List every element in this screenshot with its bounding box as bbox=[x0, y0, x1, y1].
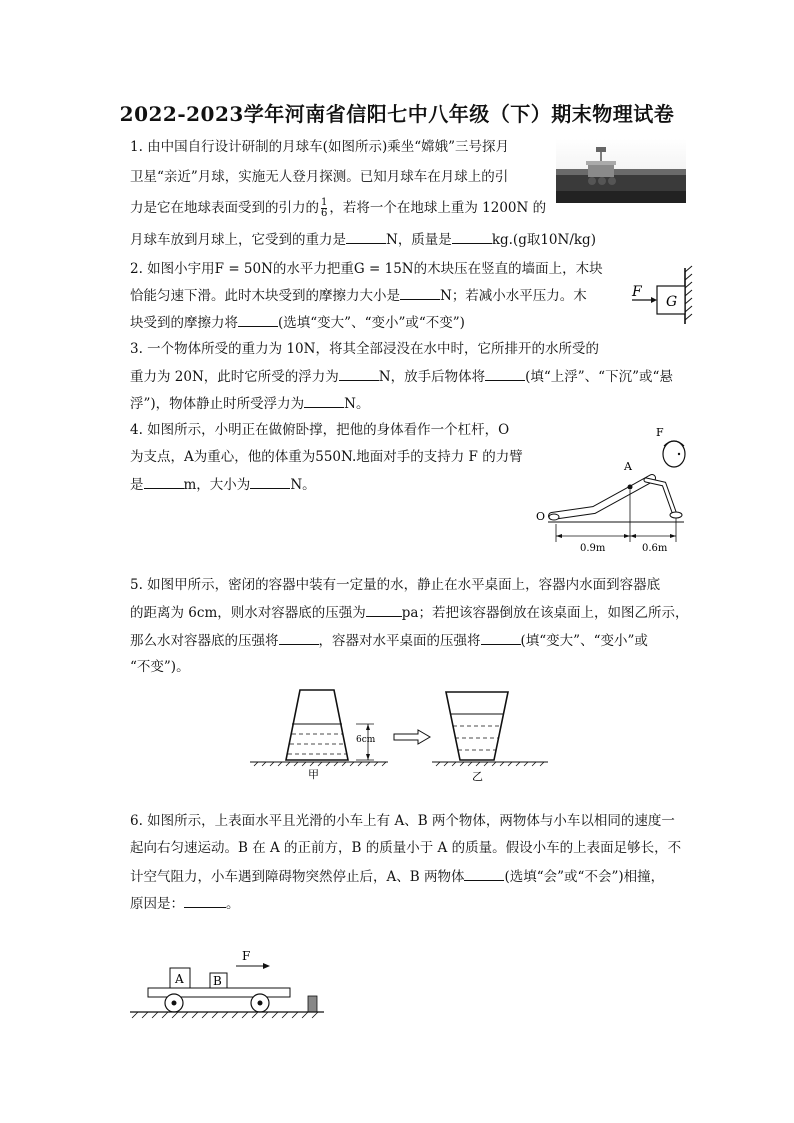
q6-line-2: 起向右匀速运动。B 在 A 的正前方，B 的质量小于 A 的质量。假设小车的上表面足够长，不 bbox=[130, 840, 682, 856]
q4-line-3-text-c: N。 bbox=[290, 477, 316, 493]
q5-line-2 bbox=[130, 602, 688, 623]
q5-line-3 bbox=[130, 630, 648, 651]
q1-line-3-text-a: 力是它在地球表面受到的引力的 bbox=[130, 200, 319, 216]
q5-line-1: 5. 如图甲所示，密闭的容器中装有一定量的水，静止在水平桌面上，容器内水面到容器底 bbox=[130, 577, 661, 593]
answer-blank[interactable] bbox=[485, 366, 525, 381]
label-yi: 乙 bbox=[472, 770, 483, 783]
distance-label-2: 0.6m bbox=[642, 543, 668, 554]
answer-blank[interactable] bbox=[279, 630, 319, 645]
q6-line-3 bbox=[130, 866, 664, 887]
foot-shape bbox=[549, 514, 559, 520]
ground-hatch-left bbox=[254, 762, 386, 766]
q3-line-3-text-a: 浮”)，物体静止时所受浮力为 bbox=[130, 396, 305, 412]
q3-line-2-text-b: N，放手后物体将 bbox=[378, 369, 486, 385]
answer-blank[interactable] bbox=[304, 393, 344, 408]
moon-rover-image bbox=[556, 139, 686, 203]
q2-line-3-text-a: 块受到的摩擦力将 bbox=[130, 315, 238, 331]
q1-line-1: 1. 由中国自行设计研制的月球车(如图所示)乘坐“嫦娥”三号探月 bbox=[130, 139, 510, 155]
answer-blank[interactable] bbox=[366, 602, 402, 617]
q3-line-3-text-b: N。 bbox=[344, 396, 370, 412]
answer-blank[interactable] bbox=[481, 630, 521, 645]
q3-line-2-text-c: (填“上浮”、“下沉”或“悬 bbox=[525, 369, 673, 385]
pivot-o-label: O bbox=[536, 510, 546, 523]
q6-line-4-text-a: 原因是： bbox=[130, 896, 184, 912]
q6-line-1: 6. 如图所示，上表面水平且光滑的小车上有 A、B 两个物体，两物体与小车以相同的速度一 bbox=[130, 813, 675, 829]
fraction-numerator: 1 bbox=[321, 197, 328, 208]
q5-line-4: “不变”)。 bbox=[130, 659, 190, 675]
force-label: F bbox=[242, 949, 251, 963]
q6-line-3-text-a: 计空气阻力，小车遇到障碍物突然停止后，A、B 两物体 bbox=[130, 869, 465, 885]
answer-blank[interactable] bbox=[346, 229, 386, 244]
answer-blank[interactable] bbox=[452, 229, 492, 244]
hand-shape bbox=[670, 512, 682, 518]
height-label: 6cm bbox=[356, 735, 376, 745]
q2-line-2-text-b: N；若减小水平压力。木 bbox=[440, 288, 587, 304]
distance-label-1: 0.9m bbox=[580, 543, 606, 554]
q3-line-1: 3. 一个物体所受的重力为 10N，将其全部浸没在水中时，它所排开的水所受的 bbox=[130, 341, 599, 357]
q2-line-2-text-a: 恰能匀速下滑。此时木块受到的摩擦力大小是 bbox=[130, 288, 400, 304]
fraction-one-sixth bbox=[321, 198, 327, 219]
pushup-lever-diagram bbox=[534, 424, 694, 556]
cart-diagram bbox=[128, 946, 328, 1026]
q4-line-3-text-a: 是 bbox=[130, 477, 144, 493]
q6-line-4 bbox=[130, 893, 240, 914]
q4-line-1: 4. 如图所示，小明正在做俯卧撑，把他的身体看作一个杠杆，O bbox=[130, 422, 510, 438]
obstacle bbox=[308, 996, 317, 1012]
block-b-label: B bbox=[213, 974, 222, 988]
q6-line-4-text-b: 。 bbox=[226, 896, 240, 912]
weight-label: G bbox=[666, 294, 678, 310]
answer-blank[interactable] bbox=[339, 366, 379, 381]
q4-line-3 bbox=[130, 474, 316, 495]
ground-hatch-right bbox=[436, 762, 544, 766]
answer-blank[interactable] bbox=[184, 893, 226, 908]
q1-line-4 bbox=[130, 229, 596, 250]
answer-blank[interactable] bbox=[144, 474, 184, 489]
page-title: 2022-2023学年河南省信阳七中八年级（下）期末物理试卷 bbox=[119, 102, 675, 126]
gravity-point bbox=[628, 485, 633, 490]
q5-line-2-text-b: pa；若把该容器倒放在该桌面上，如图乙所示， bbox=[401, 605, 689, 621]
wall-hatch bbox=[685, 266, 692, 320]
fraction-denominator: 6 bbox=[321, 208, 328, 219]
container-diagram bbox=[246, 686, 556, 786]
force-label: F bbox=[632, 284, 642, 300]
q3-line-3 bbox=[130, 393, 369, 414]
q4-line-2: 为支点，A为重心，他的体重为550N.地面对手的支持力 F 的力臂 bbox=[130, 449, 523, 465]
answer-blank[interactable] bbox=[250, 474, 290, 489]
answer-blank[interactable] bbox=[238, 312, 278, 327]
force-label: F bbox=[656, 426, 664, 439]
q5-line-3-text-c: (填“变大”、“变小”或 bbox=[520, 633, 648, 649]
q3-line-2 bbox=[130, 366, 673, 387]
answer-blank[interactable] bbox=[464, 866, 504, 881]
ground-hatch bbox=[132, 1012, 318, 1018]
wall-block-diagram bbox=[626, 266, 696, 326]
force-arrowhead bbox=[651, 297, 657, 303]
q1-line-4-text-c: kg.(g取10N/kg) bbox=[491, 232, 596, 248]
transform-arrow bbox=[394, 730, 430, 744]
q3-line-2-text-a: 重力为 20N，此时它所受的浮力为 bbox=[130, 369, 339, 385]
q2-line-3-text-b: (选填“变大”、“变小”或“不变”) bbox=[278, 315, 465, 331]
q2-line-1: 2. 如图小宇用F = 50N的水平力把重G = 15N的木块压在竖直的墙面上，木块 bbox=[130, 261, 603, 277]
label-jia: 甲 bbox=[308, 768, 319, 781]
q6-line-3-text-b: (选填“会”或“不会”)相撞， bbox=[504, 869, 665, 885]
q2-line-2 bbox=[130, 285, 587, 306]
q2-line-3 bbox=[130, 312, 465, 333]
q1-line-4-text-a: 月球车放到月球上，它受到的重力是 bbox=[130, 232, 346, 248]
answer-blank[interactable] bbox=[400, 285, 440, 300]
q1-line-2: 卫星“亲近”月球，实施无人登月探测。已知月球车在月球上的引 bbox=[130, 169, 509, 185]
q5-line-3-text-a: 那么水对容器底的压强将 bbox=[130, 633, 279, 649]
block-a-label: A bbox=[175, 972, 184, 986]
point-a-label: A bbox=[624, 460, 632, 473]
q1-line-4-text-b: N，质量是 bbox=[386, 232, 452, 248]
q4-line-3-text-b: m，大小为 bbox=[183, 477, 251, 493]
q5-line-3-text-b: ，容器对水平桌面的压强将 bbox=[318, 633, 481, 649]
container-jia bbox=[286, 690, 348, 760]
q5-line-2-text-a: 的距离为 6cm，则水对容器底的压强为 bbox=[130, 605, 366, 621]
head-shape bbox=[663, 441, 685, 467]
q1-line-3-text-b: ，若将一个在地球上重为 1200N 的 bbox=[329, 200, 547, 216]
q1-line-3 bbox=[130, 198, 546, 219]
